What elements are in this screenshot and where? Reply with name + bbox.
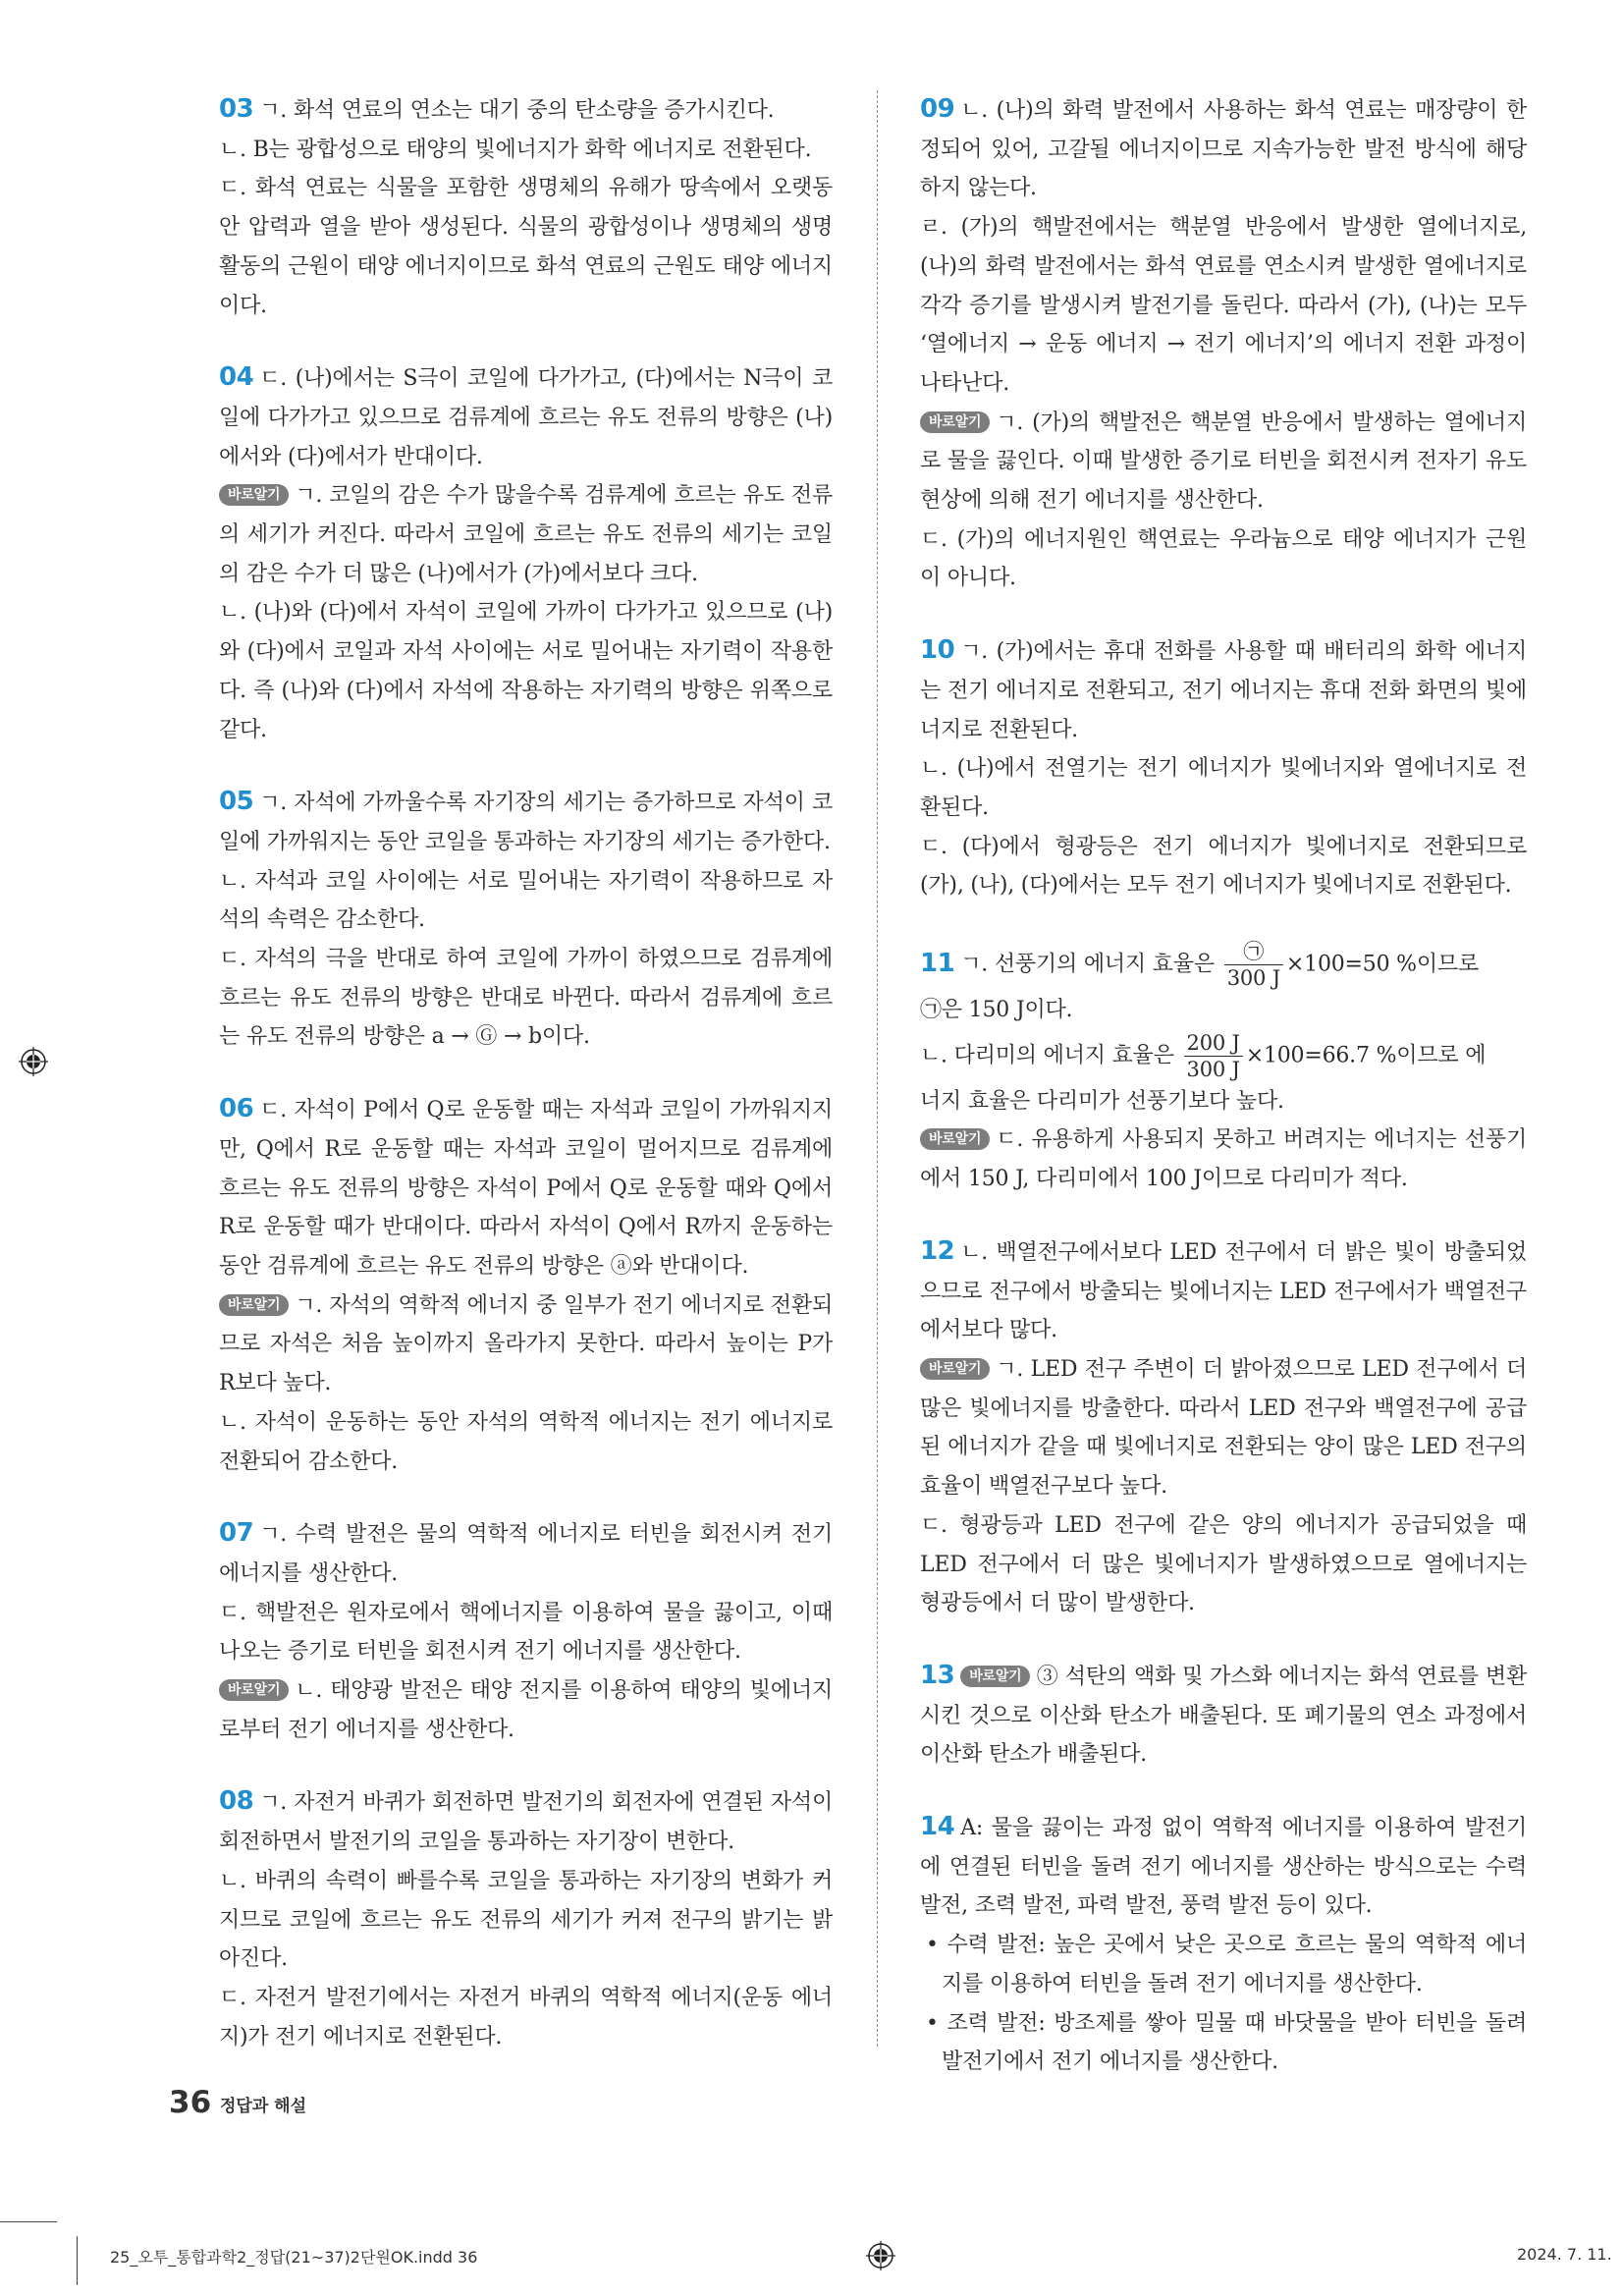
- answer-04: [219, 358, 833, 749]
- fraction-denominator: 300 J: [1226, 966, 1280, 991]
- explanation-text: 너지 효율은 다리미가 선풍기보다 높다.: [920, 1088, 1284, 1114]
- explanation-text: ㄱ. 자전거 바퀴가 회전하면 발전기의 회전자에 연결된 자석이 회전하면서 발전기의 코일을 통과하는 자기장이 변한다.: [219, 1790, 833, 1855]
- crop-mark: [77, 2236, 78, 2285]
- efficiency-fraction: [1224, 939, 1283, 991]
- fraction-numerator: ㉠: [1224, 939, 1283, 965]
- explanation-text: A: 물을 끓이는 과정 없이 역학적 에너지를 이용하여 발전기에 연결된 터빈을 돌려 전기 에너지를 생산하는 방식으로는 수력 발전, 조력 발전, 파력 발전, 풍력 발전 등이 있다.: [920, 1816, 1527, 1919]
- explanation-text: ㄷ. 핵발전은 원자로에서 핵에너지를 이용하여 물을 끓이고, 이때 나오는 증기로 터빈을 회전시켜 전기 에너지를 생산한다.: [219, 1600, 833, 1665]
- explanation-text: ㄷ. 자석의 극을 반대로 하여 코일에 가까이 하였으므로 검류계에 흐르는 유도 전류의 방향은 반대로 바뀐다. 따라서 검류계에 흐르는 유도 전류의 방향은 a → Ⓖ → b이다.: [219, 947, 833, 1050]
- explanation-text: ㄱ. 수력 발전은 물의 역학적 에너지로 터빈을 회전시켜 전기 에너지를 생산한다.: [219, 1522, 833, 1586]
- explanation-text: ㄴ. 백열전구에서보다 LED 전구에서 더 밝은 빛이 방출되었으므로 전구에서 방출되는 빛에너지는 LED 전구에서가 백열전구에서보다 많다.: [920, 1239, 1527, 1343]
- explanation-text: ㄴ. 바퀴의 속력이 빠를수록 코일을 통과하는 자기장의 변화가 커지므로 코일에 흐르는 유도 전류의 세기가 커져 전구의 밝기는 밝아진다.: [219, 1868, 833, 1972]
- answer-05: [219, 783, 833, 1057]
- column-divider: [877, 90, 878, 2047]
- question-number: 09: [920, 94, 955, 124]
- correction-badge: 바로알기: [219, 484, 289, 506]
- explanation-text: ③ 석탄의 액화 및 가스화 에너지는 화석 연료를 변환시킨 것으로 이산화 탄소가 배출된다. 또 폐기물의 연소 과정에서 이산화 탄소가 배출된다.: [920, 1664, 1527, 1768]
- registration-mark-icon: [866, 2241, 895, 2270]
- section-title: 정답과 해설: [220, 2097, 307, 2116]
- answer-03: [219, 90, 833, 325]
- correction-badge: 바로알기: [219, 1679, 289, 1701]
- explanation-text: ㄴ. (나)에서 전열기는 전기 에너지가 빛에너지와 열에너지로 전환된다.: [920, 756, 1527, 820]
- question-number: 10: [920, 635, 955, 666]
- explanation-text: ㄴ. B는 광합성으로 태양의 빛에너지가 화학 에너지로 전환된다.: [219, 137, 812, 162]
- crop-mark: [0, 2221, 57, 2222]
- answer-14: [920, 1808, 1527, 2082]
- explanation-text: ㄴ. 자석이 운동하는 동안 자석의 역학적 에너지는 전기 에너지로 전환되어 감소한다.: [219, 1409, 833, 1474]
- explanation-text: ×100=50 %이므로: [1285, 952, 1480, 977]
- explanation-text: ㄱ. 자석의 역학적 에너지 중 일부가 전기 에너지로 전환되므로 자석은 처음 높이까지 올라가지 못한다. 따라서 높이는 P가 R보다 높다.: [219, 1292, 833, 1396]
- explanation-text: ㄷ. 유용하게 사용되지 못하고 버려지는 에너지는 선풍기에서 150 J, 다리미에서 100 J이므로 다리미가 적다.: [920, 1127, 1527, 1192]
- explanation-text: ㄷ. 화석 연료는 식물을 포함한 생명체의 유해가 땅속에서 오랫동안 압력과 열을 받아 생성된다. 식물의 광합성이나 생명체의 생명활동의 근원이 태양 에너지이므로 화석 연료의 근원도 태양 에너지이다.: [219, 176, 833, 318]
- answer-10: [920, 631, 1527, 905]
- question-number: 13: [920, 1660, 955, 1690]
- explanation-text: ㄱ. 자석에 가까울수록 자기장의 세기는 증가하므로 자석이 코일에 가까워지는 동안 코일을 통과하는 자기장의 세기는 증가한다.: [219, 791, 833, 854]
- question-number: 14: [920, 1812, 955, 1842]
- answer-08: [219, 1782, 833, 2056]
- correction-badge: 바로알기: [920, 1358, 990, 1380]
- explanation-text: ㄷ. 자석이 P에서 Q로 운동할 때는 자석과 코일이 가까워지지만, Q에서 R로 운동할 때는 자석과 코일이 멀어지므로 검류계에 흐르는 유도 전류의 방향은 자석이 P에서 Q로 운동할 때와 Q에서 R로 운동할 때가 반대이다. 따라서 자석이 Q에서 R까지 운동하는 동안 검류계에 흐르는 유도 전류의 방향은 ⓐ와 반대이다.: [219, 1098, 833, 1279]
- question-number: 07: [219, 1518, 254, 1549]
- explanation-text: ㄱ. LED 전구 주변이 더 밝아졌으므로 LED 전구에서 더 많은 빛에너지를 방출한다. 따라서 LED 전구와 백열전구에 공급된 에너지가 같을 때 빛에너지로 전환되는 양이 많은 LED 전구의 효율이 백열전구보다 높다.: [920, 1356, 1527, 1500]
- question-number: 11: [920, 948, 955, 978]
- explanation-text: ㄷ. 형광등과 LED 전구에 같은 양의 에너지가 공급되었을 때 LED 전구에서 더 많은 빛에너지가 발생하였으므로 열에너지는 형광등에서 더 많이 발생한다.: [920, 1512, 1527, 1616]
- correction-badge: 바로알기: [960, 1666, 1030, 1687]
- bullet-item: • 조력 발전: 방조제를 쌓아 밀물 때 바닷물을 받아 터빈을 돌려 발전기에서 전기 에너지를 생산한다.: [926, 2010, 1527, 2075]
- question-number: 05: [219, 787, 254, 817]
- explanation-text: ㄴ. (나)의 화력 발전에서 사용하는 화석 연료는 매장량이 한정되어 있어, 고갈될 에너지이므로 지속가능한 발전 방식에 해당하지 않는다.: [920, 98, 1527, 201]
- answer-11: [920, 939, 1527, 1199]
- correction-badge: 바로알기: [920, 1128, 990, 1150]
- explanation-text: ㄹ. (가)의 핵발전에서는 핵분열 반응에서 발생한 열에너지로, (나)의 화력 발전에서는 화석 연료를 연소시켜 발생한 열에너지로 각각 증기를 발생시켜 발전기를 돌린다. 따라서 (가), (나)는 모두 ‘열에너지 → 운동 에너지 → 전기 에너지’의 에너지 전환 과정이 나타난다.: [920, 215, 1527, 396]
- slug-filename: 25_오투_통합과학2_정답(21~37)2단원OK.indd 36: [110, 2248, 478, 2267]
- explanation-text: ㄱ. (가)의 핵발전은 핵분열 반응에서 발생하는 열에너지로 물을 끓인다. 이때 발생한 증기로 터빈을 회전시켜 전자기 유도 현상에 의해 전기 에너지를 생산한다.: [920, 410, 1527, 514]
- explanation-text: ㄴ. 자석과 코일 사이에는 서로 밀어내는 자기력이 작용하므로 자석의 속력은 감소한다.: [219, 868, 833, 933]
- correction-badge: 바로알기: [219, 1294, 289, 1316]
- answer-09: [920, 90, 1527, 598]
- explanation-text: ㄱ. (가)에서는 휴대 전화를 사용할 때 배터리의 화학 에너지는 전기 에너지로 전환되고, 전기 에너지는 휴대 전화 화면의 빛에너지로 전환된다.: [920, 639, 1527, 742]
- explanation-text: ㄷ. (다)에서 형광등은 전기 에너지가 빛에너지로 전환되므로 (가), (나), (다)에서는 모두 전기 에너지가 빛에너지로 전환된다.: [920, 834, 1527, 899]
- slug-date: 2024. 7. 11.: [1517, 2245, 1612, 2264]
- page-number: 36: [169, 2085, 212, 2120]
- explanation-text: ㄷ. (가)의 에너지원인 핵연료는 우라늄으로 태양 에너지가 근원이 아니다.: [920, 526, 1527, 591]
- question-number: 04: [219, 362, 254, 393]
- answer-13: [920, 1657, 1527, 1775]
- question-number: 12: [920, 1235, 955, 1266]
- question-number: 03: [219, 94, 254, 124]
- explanation-text: ㄷ. 자전거 발전기에서는 자전거 바퀴의 역학적 에너지(운동 에너지)가 전기 에너지로 전환된다.: [219, 1985, 833, 2050]
- registration-mark-icon: [19, 1047, 48, 1076]
- left-column: [219, 90, 833, 2090]
- explanation-text: ㄱ. 화석 연료의 연소는 대기 중의 탄소량을 증가시킨다.: [259, 98, 775, 123]
- answer-07: [219, 1514, 833, 1749]
- fraction-denominator: 300 J: [1186, 1057, 1240, 1081]
- explanation-text: ×100=66.7 %이므로 에: [1245, 1043, 1487, 1068]
- bullet-item: • 수력 발전: 높은 곳에서 낮은 곳으로 흐르는 물의 역학적 에너지를 이용하여 터빈을 돌려 전기 에너지를 생산한다.: [926, 1933, 1527, 1996]
- question-number: 08: [219, 1786, 254, 1817]
- explanation-text: ㄷ. (나)에서는 S극이 코일에 다가가고, (다)에서는 N극이 코일에 다가가고 있으므로 검류계에 흐르는 유도 전류의 방향은 (나)에서와 (다)에서가 반대이다.: [219, 366, 833, 469]
- answer-12: [920, 1232, 1527, 1623]
- fraction-numerator: 200 J: [1184, 1030, 1243, 1057]
- right-column: [920, 90, 1527, 2115]
- explanation-text: ㄴ. 태양광 발전은 태양 전지를 이용하여 태양의 빛에너지로부터 전기 에너지를 생산한다.: [219, 1678, 833, 1742]
- explanation-text: ㉠은 150 J이다.: [920, 998, 1073, 1023]
- question-number: 06: [219, 1094, 254, 1124]
- answer-06: [219, 1090, 833, 1481]
- explanation-text: ㄱ. 선풍기의 에너지 효율은: [960, 952, 1215, 977]
- explanation-text: ㄴ. (나)와 (다)에서 자석이 코일에 가까이 다가가고 있으므로 (나)와 (다)에서 코일과 자석 사이에는 서로 밀어내는 자기력이 작용한다. 즉 (나)와 (다)에서 자석에 작용하는 자기력의 방향은 위쪽으로 같다.: [219, 600, 833, 742]
- explanation-text: ㄴ. 다리미의 에너지 효율은: [920, 1043, 1174, 1068]
- correction-badge: 바로알기: [920, 411, 990, 433]
- explanation-text: ㄱ. 코일의 감은 수가 많을수록 검류계에 흐르는 유도 전류의 세기가 커진다. 따라서 코일에 흐르는 유도 전류의 세기는 코일의 감은 수가 더 많은 (나)에서가 (가)에서보다 크다.: [219, 483, 833, 586]
- efficiency-fraction: [1184, 1030, 1243, 1082]
